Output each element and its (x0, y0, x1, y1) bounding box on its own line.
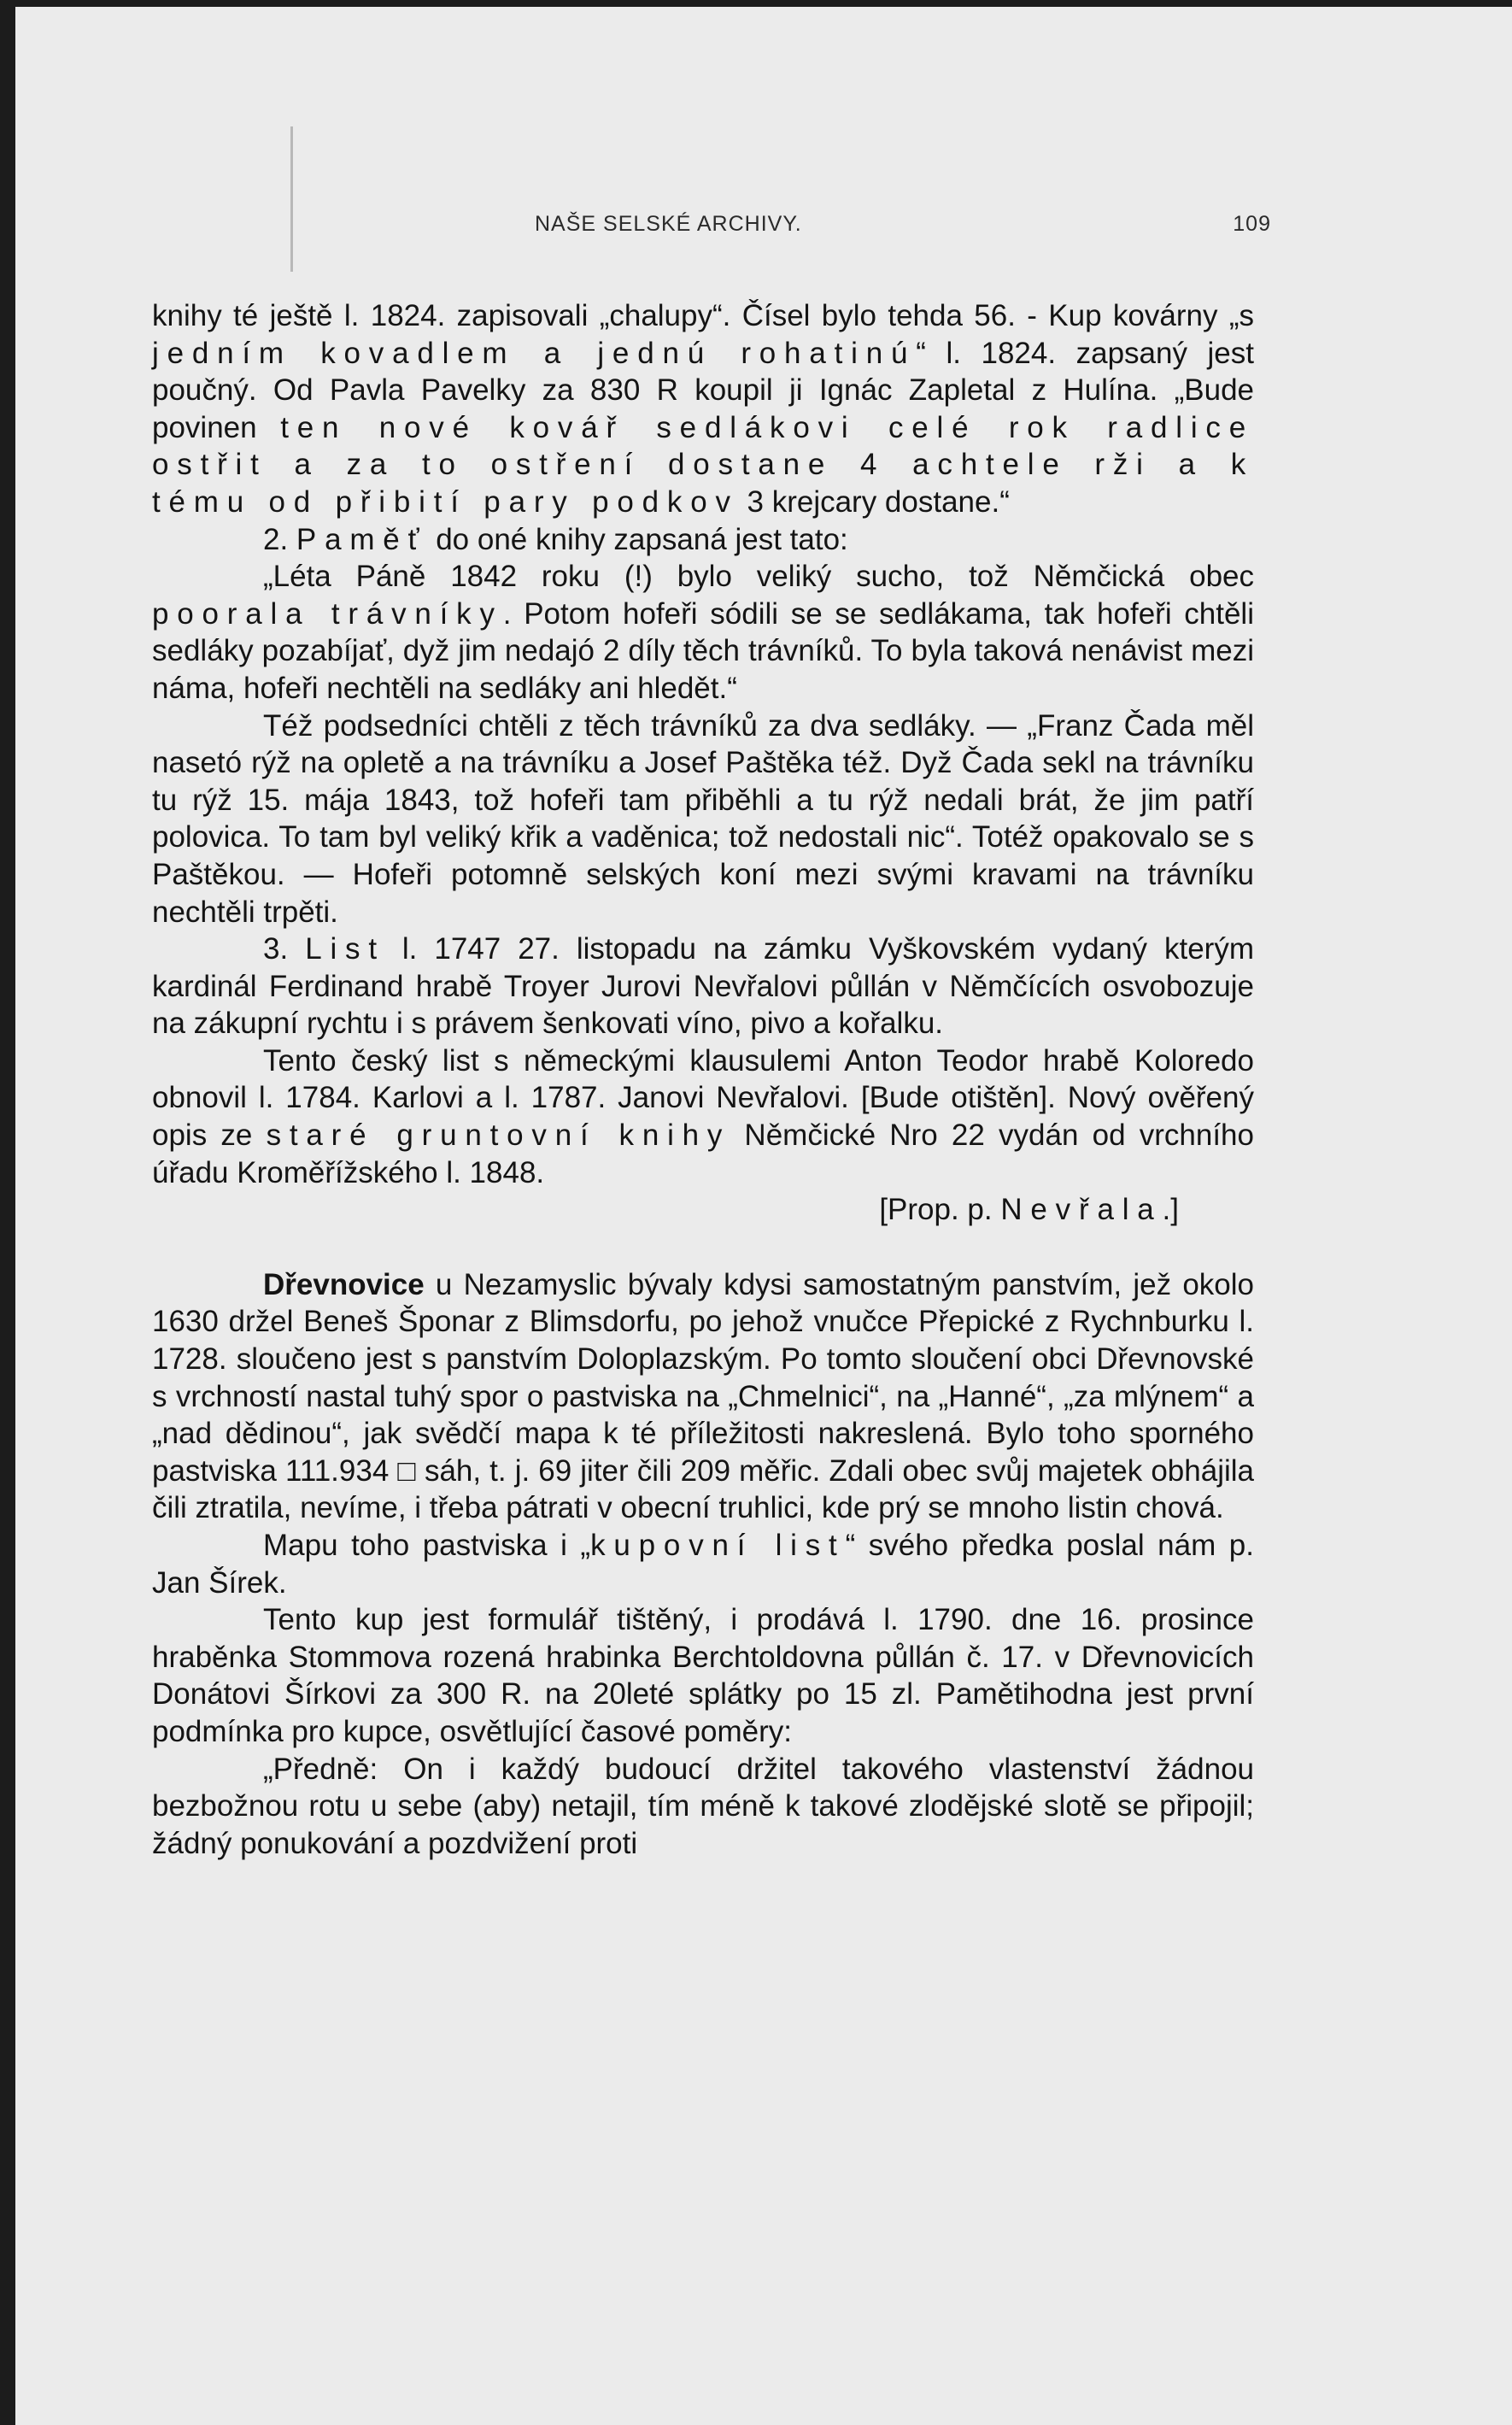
scan-artifact-line (290, 126, 293, 272)
spaced-text: kupovní list (590, 1529, 846, 1562)
text-run: l. 1747 27. listopadu na zámku Vyškovském vydaný kterým kardinál Ferdinand hrabě Troyer Jurovi Nevřalovi půllán v Němčících osvobozuje na zákupní rychtu i s právem šenkovati víno, pivo a kořalku. (152, 932, 1254, 1041)
text-run: On i každý budoucí držitel takového vlastenství žádnou bezbožnou rotu u sebe (aby) netajil, tím méně k takové zlodějské slotě se připojil; žádný ponukování a pozdvižení proti (152, 1752, 1254, 1860)
spaced-text: ten nové kovář sedlákovi celé rok radlice ostřit a za to ostření dostane 4 achtele rži a k tému od přibití pary podkov (152, 410, 1255, 519)
paragraph-mapa (152, 1527, 1254, 1601)
item-number: 2. (263, 522, 296, 556)
page-header (167, 212, 1278, 246)
text-run: . Potom hofeři sódili se se sedlákama, tak hofeři chtěli sedláky pozabíjať, dyž jim nedajó 2 díly těch trávníků. To byla taková nenávist mezi náma, hofeři nechtěli na sedláky ani hledět.“ (152, 596, 1254, 705)
text-run: 3 krejcary dostane.“ (738, 484, 1010, 519)
text-run: do oné knihy zapsaná jest tato: (427, 522, 848, 556)
paragraph-quote-1842 (152, 558, 1254, 707)
paragraph-kup: Tento kup jest formulář tištěný, i prodává l. 1790. dne 16. prosince hraběnka Stommova rozená hrabinka Berchtoldovna půllán č. 17. v Dřevnovicích Donátovi Šírkovi za 300 R. na 20leté splátky po 15 zl. Pamětihodna jest první podmínka pro kupce, osvětlující časové poměry: (152, 1603, 1254, 1748)
section-gap (152, 1229, 1254, 1266)
paragraph-podsednici: Též podsedníci chtěli z těch trávníků za dva sedláky. — „Franz Čada měl nasetó rýž na opletě a na trávníku a Josef Paštěka též. Dyž Čada sekl na trávníku tu rýž 15. mája 1843, tož hofeři tam přiběhli a tu rýž nedali brát, že jim patří polovica. To tam byl veliký křik a vaděnica; tož nedostali nic“. Totéž opakovalo se s Paštěkou. — Hofeři potomně selských koní mezi svými kravami na trávníku nechtěli trpěti. (152, 708, 1254, 929)
text-run: [Prop. p. (879, 1193, 1001, 1227)
spaced-text: List (305, 932, 385, 966)
paragraph-kovarna (152, 297, 1254, 521)
page-number: 109 (1233, 212, 1271, 236)
text-run: “ l. 1824. zapsaný jest poučný. Od Pavla Pavelky za 830 R koupil ji Ignác Zapletal z Hulína. „Bude povinen (152, 336, 1254, 444)
text-run: Tento český list s německými klausulemi Anton Teodor hrabě Koloredo obnovil l. 1784. Karlovi a l. 1787. Janovi Nevřalovi. [Bude otištěn]. Nový ověřený opis ze (152, 1043, 1254, 1153)
text-run: u Nezamyslic bývaly kdysi samostatným panstvím, jež okolo 1630 držel Beneš Šponar z Blimsdorfu, po jehož vnučce Přepické z Rychnburku l. 1728. sloučeno jest s panstvím Doloplazským. Po tomto sloučení obci Dřevnovské s vrchností nastal tuhý spor o pastviska na „Chmelnici“, na „Hanné“, „za mlýnem“ a „nad dědinou“, jak svědčí mapa k té příležitosti nakreslená. Bylo toho sporného pastviska 111.934 □ sáh, t. j. 69 jiter čili 209 měřic. Zdali obec svůj majetek obhájila čili ztratila, nevíme, i třeba pátrati v obecní truhlici, kde prý se mnoho listin chová. (152, 1267, 1254, 1525)
paragraph-drevnovice (152, 1266, 1254, 1527)
spaced-text: jedním kovadlem a jednú rohatinú (152, 336, 917, 370)
text-run: Mapu toho pastviska i „ (263, 1529, 591, 1562)
text-run: .] (1162, 1193, 1179, 1227)
contributor-signature (152, 1191, 1254, 1229)
text-run: “ svého předka poslal nám p. Jan Šírek. (152, 1529, 1254, 1600)
body-text (152, 297, 1254, 1862)
contributor-name: Nevřala (1000, 1193, 1163, 1227)
section-headword: Dřevnovice (263, 1267, 425, 1301)
spaced-text: Paměť (296, 522, 428, 556)
text-run: „Léta Páně 1842 roku (!) bylo veliký sucho, tož Němčická obec (263, 560, 1254, 594)
paragraph-pamet (152, 521, 1254, 559)
paragraph-list-1747 (152, 931, 1254, 1042)
item-number: 3. (263, 932, 306, 966)
running-title: NAŠE SELSKÉ ARCHIVY. (535, 212, 802, 236)
paragraph-predne (152, 1751, 1254, 1863)
spaced-text: poorala trávníky (152, 596, 503, 631)
text-run: Němčické Nro 22 vydán od vrchního úřadu Kroměřížského l. 1848. (152, 1119, 1254, 1189)
spaced-text: staré gruntovní knihy (266, 1119, 731, 1153)
text-run: „Předně: (263, 1752, 404, 1786)
text-run: knihy té ještě l. 1824. zapisovali „chalupy“. Čísel bylo tehda 56. - Kup kovárny „s (152, 299, 1254, 332)
paragraph-cesky-list (152, 1042, 1254, 1191)
